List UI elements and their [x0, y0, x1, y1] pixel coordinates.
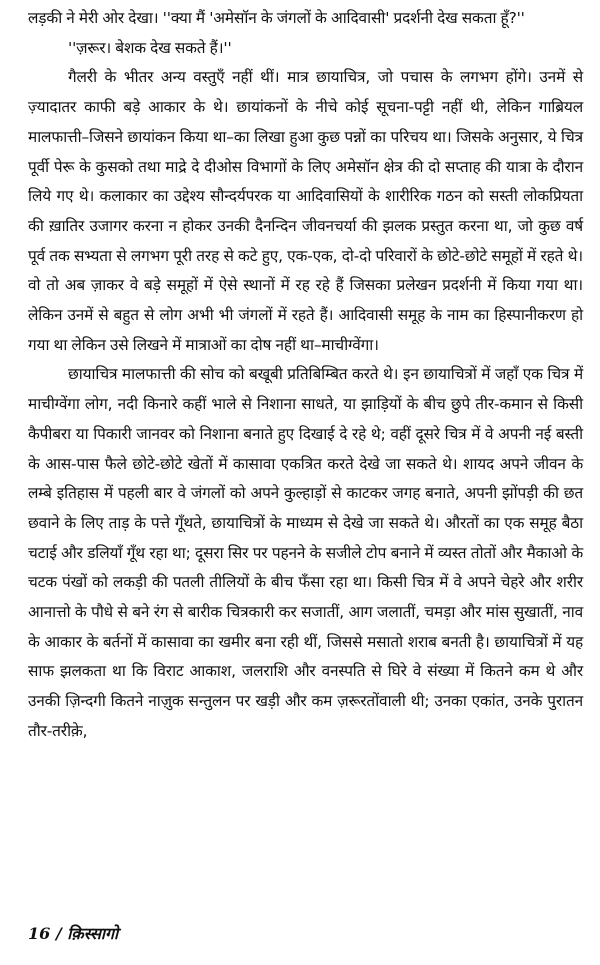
page-footer: [28, 922, 118, 944]
paragraph-3: गैलरी के भीतर अन्य वस्तुएँ नहीं थीं। मात्र छायाचित्र, जो पचास के लगभग होंगे। उनमें से ज़्यादातर काफी बड़े आकार के थे। छायांकनों के नीचे कोई सूचना-पट्टी नहीं थी, लेकिन गाब्रियल मालफात्ती–जिसने छायांकन किया था–का लिखा हुआ कुछ पन्नों का परिचय था। जिसके अनुसार, ये चित्र पूर्वी पेरू के कुसको तथा माद्रे दे दीओस विभागों के लिए अमेसॉन क्षेत्र की दो सप्ताह की यात्रा के दौरान लिये गए थे। कलाकार का उद्देश्य सौन्दर्यपरक या आदिवासियों के शारीरिक गठन को सस्ती लोकप्रियता की ख़ातिर उजागर करना न होकर उनकी दैनन्दिन जीवनचर्या की झलक प्रस्तुत करना था, जो कुछ वर्ष पूर्व तक सभ्यता से लगभग पूरी तरह से कटे हुए, एक-एक, दो-दो परिवारों के छोटे-छोटे समूहों में रहते थे। वो तो अब ज़ाकर वे बड़े समूहों में ऐसे स्थानों में रह रहे हैं जिसका प्रलेखन प्रदर्शनी में किया गया था। लेकिन उनमें से बहुत से लोग अभी भी जंगलों में रहते हैं। आदिवासी समूह के नाम का हिस्पानीकरण हो गया था लेकिन उसे लिखने में मात्राओं का दोष नहीं था–माचीग्वेंगा।: [28, 68, 583, 354]
paragraph-2: ''ज़रूर। बेशक देख सकते हैं।'': [68, 38, 232, 57]
footer-separator: /: [55, 924, 62, 943]
book-title: क़िस्सागो: [67, 924, 119, 943]
page-number: 16: [28, 924, 51, 943]
paragraph-1: लड़की ने मेरी ओर देखा। ''क्या मैं 'अमेसॉन के जंगलों के आदिवासी' प्रदर्शनी देख सकता हूँ?'': [28, 9, 525, 27]
paragraph-4: छायाचित्र मालफात्ती की सोच को बखूबी प्रतिबिम्बित करते थे। इन छायाचित्रों में जहाँ एक चित्र में माचीग्वेंगा लोग, नदी किनारे कहीं भाले से निशाना साधते, या झाड़ियों के बीच छुपे तीर-कमान से किसी कैपीबरा या पिकारी जानवर को निशाना बनाते हुए दिखाई दे रहे थे; वहीं दूसरे चित्र में वे अपनी नई बस्ती के आस-पास फैले छोटे-छोटे खेतों में कासावा एकत्रित करते देखे जा सकते थे। शायद अपने जीवन के लम्बे इतिहास में पहली बार वे जंगलों को अपने कुल्हाड़ों से काटकर जगह बनाते, अपनी झोंपड़ी की छत छवाने के लिए ताड़ के पत्ते गूँथते, छायाचित्रों के माध्यम से देखे जा सकते थे। औरतों का एक समूह बैठा चटाई और डलियाँ गूँथ रहा था; दूसरा सिर पर पहनने के सजीले टोप बनाने में व्यस्त तोतों और मैकाओ के चटक पंखों को लकड़ी की पतली तीलियों के बीच फँसा रहा था। किसी चित्र में वे अपने चेहरे और शरीर आनात्तो के पौधे से बने रंग से बारीक चित्रकारी कर सजातीं, आग जलातीं, चमड़ा और मांस सुखातीं, नाव के आकार के बर्तनों में कासावा का खमीर बना रही थीं, जिससे मसातो शराब बनती है। छायाचित्रों में यह साफ झलकता था कि विराट आकाश, जलराशि और वनस्पति से घिरे वे संख्या में कितने कम थे और उनकी ज़िन्दगी कितने नाज़ुक सन्तुलन पर खड़ी और कम ज़रूरतोंवाली थी; उनका एकांत, उनके पुरातन तौर-तरीक़े,: [28, 365, 583, 740]
